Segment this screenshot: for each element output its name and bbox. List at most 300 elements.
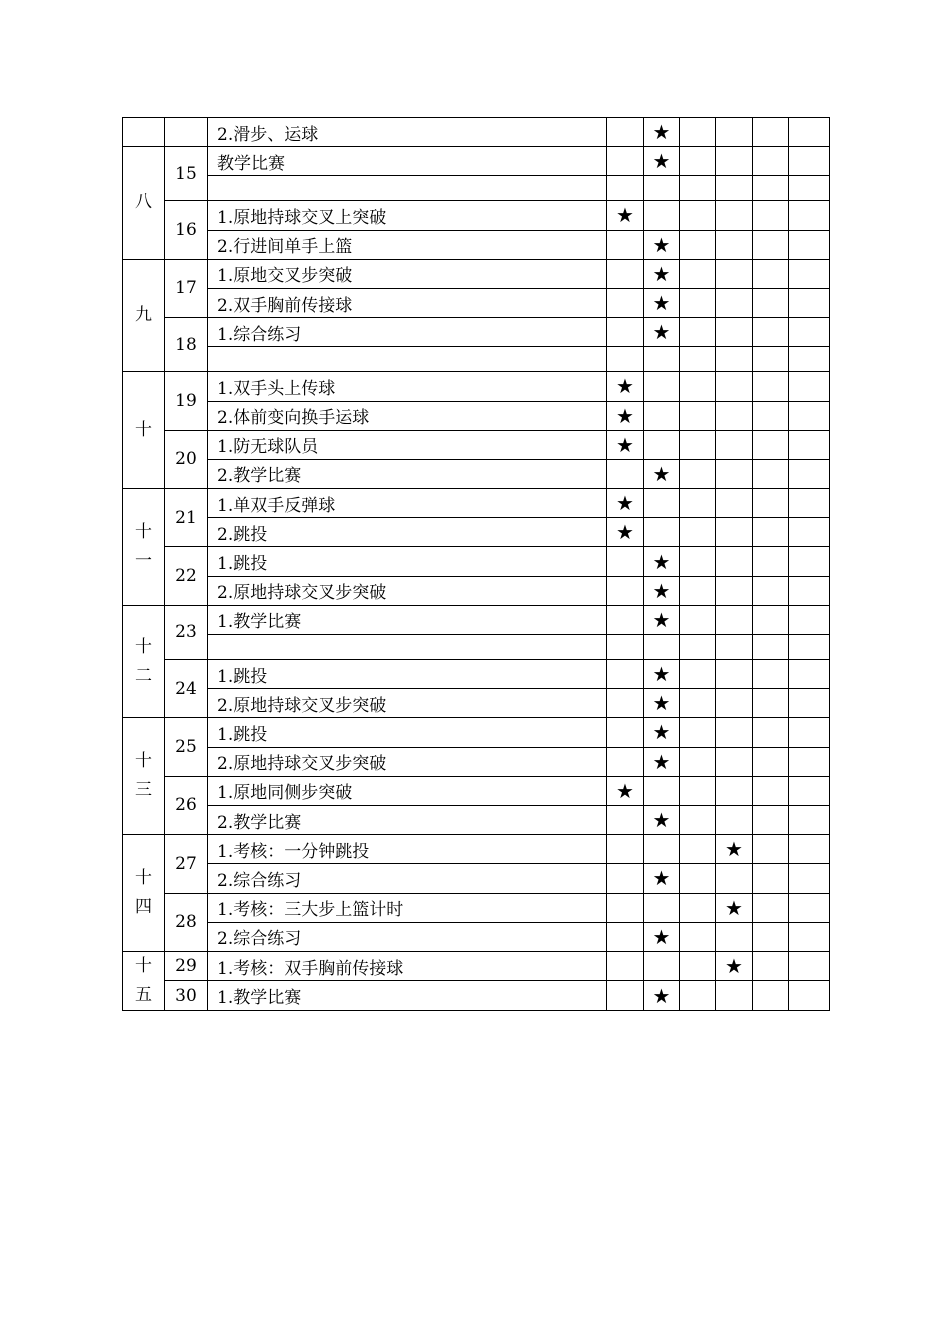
mark-cell-4 xyxy=(716,776,753,805)
star-icon: ★ xyxy=(616,520,634,545)
lesson-number-cell: 24 xyxy=(165,660,208,718)
mark-cell-2 xyxy=(644,805,680,834)
mark-cell-5 xyxy=(753,689,789,718)
mark-cell-3 xyxy=(680,922,716,951)
mark-cell-4 xyxy=(716,401,753,430)
mark-cell-3 xyxy=(680,981,716,1011)
star-icon: ★ xyxy=(652,924,671,949)
table-row xyxy=(123,951,830,981)
mark-cell-5 xyxy=(753,635,789,660)
content-cell: 2.原地持球交叉步突破 xyxy=(208,747,607,776)
mark-cell-5 xyxy=(753,864,789,893)
mark-cell-2 xyxy=(644,318,680,347)
mark-cell-2 xyxy=(644,981,680,1011)
mark-cell-5 xyxy=(753,372,789,401)
mark-cell-3 xyxy=(680,176,716,201)
content-cell: 2.原地持球交叉步突破 xyxy=(208,689,607,718)
lesson-number-cell: 30 xyxy=(165,981,208,1011)
mark-cell-1 xyxy=(607,201,644,230)
mark-cell-6 xyxy=(789,635,830,660)
mark-cell-5 xyxy=(753,459,789,488)
star-icon: ★ xyxy=(652,607,671,632)
mark-cell-3 xyxy=(680,489,716,518)
mark-cell-2 xyxy=(644,259,680,288)
star-icon: ★ xyxy=(652,808,671,833)
mark-cell-6 xyxy=(789,372,830,401)
table-row xyxy=(123,605,830,634)
content-cell: 2.综合练习 xyxy=(208,922,607,951)
mark-cell-6 xyxy=(789,576,830,605)
mark-cell-1 xyxy=(607,635,644,660)
mark-cell-6 xyxy=(789,518,830,547)
mark-cell-6 xyxy=(789,605,830,634)
mark-cell-4 xyxy=(716,922,753,951)
mark-cell-3 xyxy=(680,576,716,605)
table-row xyxy=(123,776,830,805)
table-row xyxy=(123,864,830,893)
mark-cell-2 xyxy=(644,922,680,951)
mark-cell-3 xyxy=(680,605,716,634)
table-row xyxy=(123,230,830,259)
mark-cell-4 xyxy=(716,518,753,547)
table-row xyxy=(123,259,830,288)
mark-cell-6 xyxy=(789,176,830,201)
mark-cell-1 xyxy=(607,689,644,718)
mark-cell-4 xyxy=(716,689,753,718)
mark-cell-3 xyxy=(680,718,716,747)
mark-cell-1 xyxy=(607,372,644,401)
table-row xyxy=(123,547,830,576)
table-row xyxy=(123,347,830,372)
mark-cell-2 xyxy=(644,835,680,864)
mark-cell-5 xyxy=(753,147,789,176)
mark-cell-3 xyxy=(680,288,716,317)
star-icon: ★ xyxy=(725,954,743,979)
mark-cell-2 xyxy=(644,951,680,981)
mark-cell-1 xyxy=(607,176,644,201)
mark-cell-3 xyxy=(680,230,716,259)
mark-cell-6 xyxy=(789,835,830,864)
lesson-number-cell: 29 xyxy=(165,951,208,981)
mark-cell-5 xyxy=(753,201,789,230)
mark-cell-3 xyxy=(680,835,716,864)
mark-cell-3 xyxy=(680,635,716,660)
mark-cell-2 xyxy=(644,635,680,660)
star-icon: ★ xyxy=(652,549,671,574)
mark-cell-6 xyxy=(789,347,830,372)
mark-cell-6 xyxy=(789,288,830,317)
content-cell: 1.原地持球交叉上突破 xyxy=(208,201,607,230)
mark-cell-1 xyxy=(607,576,644,605)
star-icon: ★ xyxy=(725,837,743,862)
mark-cell-6 xyxy=(789,689,830,718)
mark-cell-6 xyxy=(789,547,830,576)
content-cell: 1.防无球队员 xyxy=(208,430,607,459)
mark-cell-2 xyxy=(644,489,680,518)
content-cell: 2.双手胸前传接球 xyxy=(208,288,607,317)
mark-cell-3 xyxy=(680,259,716,288)
content-cell: 1.考核：双手胸前传接球 xyxy=(208,951,607,981)
mark-cell-2 xyxy=(644,459,680,488)
content-cell: 1.综合练习 xyxy=(208,318,607,347)
mark-cell-2 xyxy=(644,864,680,893)
week-cell: 十 三 xyxy=(123,718,165,835)
content-cell: 1.双手头上传球 xyxy=(208,372,607,401)
star-icon: ★ xyxy=(652,983,671,1008)
lesson-number-cell: 19 xyxy=(165,372,208,430)
lesson-number-cell: 22 xyxy=(165,547,208,605)
mark-cell-5 xyxy=(753,718,789,747)
lesson-number-cell xyxy=(165,118,208,147)
mark-cell-4 xyxy=(716,147,753,176)
table-row xyxy=(123,660,830,689)
mark-cell-3 xyxy=(680,864,716,893)
schedule-table xyxy=(122,117,830,1011)
content-cell: 2.教学比赛 xyxy=(208,805,607,834)
mark-cell-3 xyxy=(680,459,716,488)
mark-cell-4 xyxy=(716,118,753,147)
content-cell xyxy=(208,635,607,660)
mark-cell-4 xyxy=(716,430,753,459)
table-row xyxy=(123,835,830,864)
week-cell xyxy=(123,118,165,147)
mark-cell-5 xyxy=(753,776,789,805)
mark-cell-5 xyxy=(753,805,789,834)
table-row xyxy=(123,147,830,176)
table-row xyxy=(123,718,830,747)
mark-cell-3 xyxy=(680,118,716,147)
table-row xyxy=(123,201,830,230)
mark-cell-6 xyxy=(789,489,830,518)
mark-cell-1 xyxy=(607,147,644,176)
mark-cell-5 xyxy=(753,288,789,317)
mark-cell-6 xyxy=(789,259,830,288)
star-icon: ★ xyxy=(652,461,671,486)
table-row xyxy=(123,981,830,1011)
mark-cell-2 xyxy=(644,201,680,230)
content-cell: 1.跳投 xyxy=(208,718,607,747)
mark-cell-3 xyxy=(680,747,716,776)
table-row xyxy=(123,893,830,922)
mark-cell-2 xyxy=(644,718,680,747)
mark-cell-1 xyxy=(607,835,644,864)
mark-cell-3 xyxy=(680,660,716,689)
table-row xyxy=(123,318,830,347)
mark-cell-5 xyxy=(753,660,789,689)
mark-cell-4 xyxy=(716,660,753,689)
lesson-number-cell: 17 xyxy=(165,259,208,317)
mark-cell-2 xyxy=(644,230,680,259)
content-cell: 2.跳投 xyxy=(208,518,607,547)
mark-cell-1 xyxy=(607,718,644,747)
mark-cell-6 xyxy=(789,660,830,689)
mark-cell-5 xyxy=(753,518,789,547)
mark-cell-1 xyxy=(607,805,644,834)
star-icon: ★ xyxy=(725,895,743,920)
star-icon: ★ xyxy=(652,120,671,145)
table-row xyxy=(123,430,830,459)
week-cell: 十 二 xyxy=(123,605,165,718)
mark-cell-2 xyxy=(644,372,680,401)
mark-cell-1 xyxy=(607,893,644,922)
content-cell: 2.体前变向换手运球 xyxy=(208,401,607,430)
content-cell: 1.跳投 xyxy=(208,547,607,576)
mark-cell-2 xyxy=(644,660,680,689)
table-row xyxy=(123,805,830,834)
mark-cell-4 xyxy=(716,576,753,605)
mark-cell-5 xyxy=(753,893,789,922)
star-icon: ★ xyxy=(652,662,671,687)
star-icon: ★ xyxy=(652,720,671,745)
week-cell: 十 四 xyxy=(123,835,165,952)
star-icon: ★ xyxy=(652,149,671,174)
star-icon: ★ xyxy=(616,403,634,428)
star-icon: ★ xyxy=(652,291,671,316)
mark-cell-5 xyxy=(753,922,789,951)
mark-cell-4 xyxy=(716,230,753,259)
mark-cell-5 xyxy=(753,176,789,201)
mark-cell-5 xyxy=(753,547,789,576)
mark-cell-6 xyxy=(789,864,830,893)
mark-cell-1 xyxy=(607,489,644,518)
mark-cell-6 xyxy=(789,951,830,981)
content-cell: 1.原地同侧步突破 xyxy=(208,776,607,805)
mark-cell-1 xyxy=(607,660,644,689)
table-row xyxy=(123,518,830,547)
week-cell: 十 五 xyxy=(123,951,165,1010)
mark-cell-2 xyxy=(644,518,680,547)
table-row xyxy=(123,372,830,401)
mark-cell-3 xyxy=(680,401,716,430)
mark-cell-1 xyxy=(607,430,644,459)
mark-cell-2 xyxy=(644,430,680,459)
mark-cell-6 xyxy=(789,922,830,951)
mark-cell-4 xyxy=(716,489,753,518)
mark-cell-6 xyxy=(789,147,830,176)
table-row xyxy=(123,576,830,605)
mark-cell-2 xyxy=(644,288,680,317)
mark-cell-5 xyxy=(753,118,789,147)
mark-cell-4 xyxy=(716,372,753,401)
mark-cell-4 xyxy=(716,605,753,634)
mark-cell-1 xyxy=(607,981,644,1011)
mark-cell-6 xyxy=(789,459,830,488)
mark-cell-2 xyxy=(644,605,680,634)
table-row xyxy=(123,288,830,317)
content-cell: 2.行进间单手上篮 xyxy=(208,230,607,259)
mark-cell-1 xyxy=(607,459,644,488)
mark-cell-3 xyxy=(680,347,716,372)
mark-cell-5 xyxy=(753,259,789,288)
mark-cell-4 xyxy=(716,459,753,488)
lesson-number-cell: 25 xyxy=(165,718,208,776)
content-cell: 1.单双手反弹球 xyxy=(208,489,607,518)
mark-cell-5 xyxy=(753,981,789,1011)
mark-cell-1 xyxy=(607,864,644,893)
mark-cell-4 xyxy=(716,718,753,747)
star-icon: ★ xyxy=(652,578,671,603)
table-row xyxy=(123,401,830,430)
lesson-number-cell: 20 xyxy=(165,430,208,488)
content-cell: 教学比赛 xyxy=(208,147,607,176)
star-icon: ★ xyxy=(652,232,671,257)
content-cell xyxy=(208,176,607,201)
mark-cell-4 xyxy=(716,635,753,660)
mark-cell-1 xyxy=(607,347,644,372)
lesson-number-cell: 18 xyxy=(165,318,208,372)
week-cell: 十 一 xyxy=(123,489,165,606)
mark-cell-1 xyxy=(607,605,644,634)
mark-cell-3 xyxy=(680,372,716,401)
mark-cell-2 xyxy=(644,401,680,430)
mark-cell-4 xyxy=(716,805,753,834)
star-icon: ★ xyxy=(616,778,634,803)
star-icon: ★ xyxy=(652,261,671,286)
mark-cell-5 xyxy=(753,747,789,776)
star-icon: ★ xyxy=(616,374,634,399)
mark-cell-1 xyxy=(607,401,644,430)
mark-cell-6 xyxy=(789,318,830,347)
mark-cell-1 xyxy=(607,118,644,147)
mark-cell-4 xyxy=(716,176,753,201)
mark-cell-3 xyxy=(680,776,716,805)
mark-cell-6 xyxy=(789,401,830,430)
mark-cell-1 xyxy=(607,547,644,576)
content-cell: 1.跳投 xyxy=(208,660,607,689)
table-row xyxy=(123,459,830,488)
mark-cell-3 xyxy=(680,430,716,459)
content-cell: 2.滑步、运球 xyxy=(208,118,607,147)
mark-cell-6 xyxy=(789,118,830,147)
mark-cell-6 xyxy=(789,230,830,259)
mark-cell-5 xyxy=(753,347,789,372)
content-cell: 1.考核：一分钟跳投 xyxy=(208,835,607,864)
mark-cell-3 xyxy=(680,318,716,347)
mark-cell-4 xyxy=(716,864,753,893)
content-cell: 1.教学比赛 xyxy=(208,981,607,1011)
mark-cell-5 xyxy=(753,430,789,459)
lesson-number-cell: 26 xyxy=(165,776,208,834)
mark-cell-5 xyxy=(753,835,789,864)
mark-cell-3 xyxy=(680,951,716,981)
mark-cell-5 xyxy=(753,605,789,634)
mark-cell-6 xyxy=(789,981,830,1011)
mark-cell-6 xyxy=(789,718,830,747)
mark-cell-4 xyxy=(716,547,753,576)
mark-cell-4 xyxy=(716,835,753,864)
mark-cell-1 xyxy=(607,747,644,776)
mark-cell-6 xyxy=(789,893,830,922)
mark-cell-6 xyxy=(789,747,830,776)
table-row xyxy=(123,747,830,776)
mark-cell-1 xyxy=(607,288,644,317)
table-row xyxy=(123,176,830,201)
mark-cell-6 xyxy=(789,776,830,805)
mark-cell-4 xyxy=(716,318,753,347)
mark-cell-3 xyxy=(680,547,716,576)
mark-cell-5 xyxy=(753,576,789,605)
mark-cell-2 xyxy=(644,893,680,922)
mark-cell-2 xyxy=(644,118,680,147)
content-cell: 2.教学比赛 xyxy=(208,459,607,488)
table-row xyxy=(123,689,830,718)
mark-cell-4 xyxy=(716,981,753,1011)
mark-cell-3 xyxy=(680,689,716,718)
mark-cell-2 xyxy=(644,576,680,605)
star-icon: ★ xyxy=(616,491,634,516)
mark-cell-2 xyxy=(644,776,680,805)
mark-cell-1 xyxy=(607,951,644,981)
mark-cell-2 xyxy=(644,347,680,372)
lesson-number-cell: 23 xyxy=(165,605,208,659)
mark-cell-1 xyxy=(607,776,644,805)
mark-cell-4 xyxy=(716,288,753,317)
lesson-number-cell: 16 xyxy=(165,201,208,259)
star-icon: ★ xyxy=(652,691,671,716)
lesson-number-cell: 21 xyxy=(165,489,208,547)
mark-cell-4 xyxy=(716,347,753,372)
table-row xyxy=(123,118,830,147)
content-cell: 1.考核：三大步上篮计时 xyxy=(208,893,607,922)
mark-cell-5 xyxy=(753,401,789,430)
schedule-body xyxy=(123,118,830,1011)
mark-cell-2 xyxy=(644,147,680,176)
mark-cell-4 xyxy=(716,201,753,230)
mark-cell-3 xyxy=(680,805,716,834)
lesson-number-cell: 28 xyxy=(165,893,208,951)
mark-cell-4 xyxy=(716,259,753,288)
mark-cell-3 xyxy=(680,201,716,230)
mark-cell-1 xyxy=(607,518,644,547)
content-cell: 1.教学比赛 xyxy=(208,605,607,634)
star-icon: ★ xyxy=(616,432,634,457)
star-icon: ★ xyxy=(652,866,671,891)
mark-cell-2 xyxy=(644,747,680,776)
mark-cell-3 xyxy=(680,147,716,176)
mark-cell-1 xyxy=(607,922,644,951)
content-cell: 2.综合练习 xyxy=(208,864,607,893)
table-row xyxy=(123,489,830,518)
content-cell: 2.原地持球交叉步突破 xyxy=(208,576,607,605)
mark-cell-6 xyxy=(789,201,830,230)
mark-cell-5 xyxy=(753,318,789,347)
mark-cell-2 xyxy=(644,547,680,576)
star-icon: ★ xyxy=(652,320,671,345)
lesson-number-cell: 27 xyxy=(165,835,208,893)
mark-cell-3 xyxy=(680,518,716,547)
mark-cell-1 xyxy=(607,259,644,288)
content-cell: 1.原地交叉步突破 xyxy=(208,259,607,288)
mark-cell-2 xyxy=(644,689,680,718)
mark-cell-2 xyxy=(644,176,680,201)
mark-cell-4 xyxy=(716,951,753,981)
lesson-number-cell: 15 xyxy=(165,147,208,201)
mark-cell-5 xyxy=(753,951,789,981)
mark-cell-5 xyxy=(753,230,789,259)
mark-cell-6 xyxy=(789,805,830,834)
star-icon: ★ xyxy=(652,749,671,774)
week-cell: 八 xyxy=(123,147,165,260)
star-icon: ★ xyxy=(616,203,634,228)
week-cell: 九 xyxy=(123,259,165,372)
mark-cell-5 xyxy=(753,489,789,518)
mark-cell-4 xyxy=(716,747,753,776)
mark-cell-6 xyxy=(789,430,830,459)
mark-cell-3 xyxy=(680,893,716,922)
mark-cell-4 xyxy=(716,893,753,922)
content-cell xyxy=(208,347,607,372)
mark-cell-1 xyxy=(607,230,644,259)
